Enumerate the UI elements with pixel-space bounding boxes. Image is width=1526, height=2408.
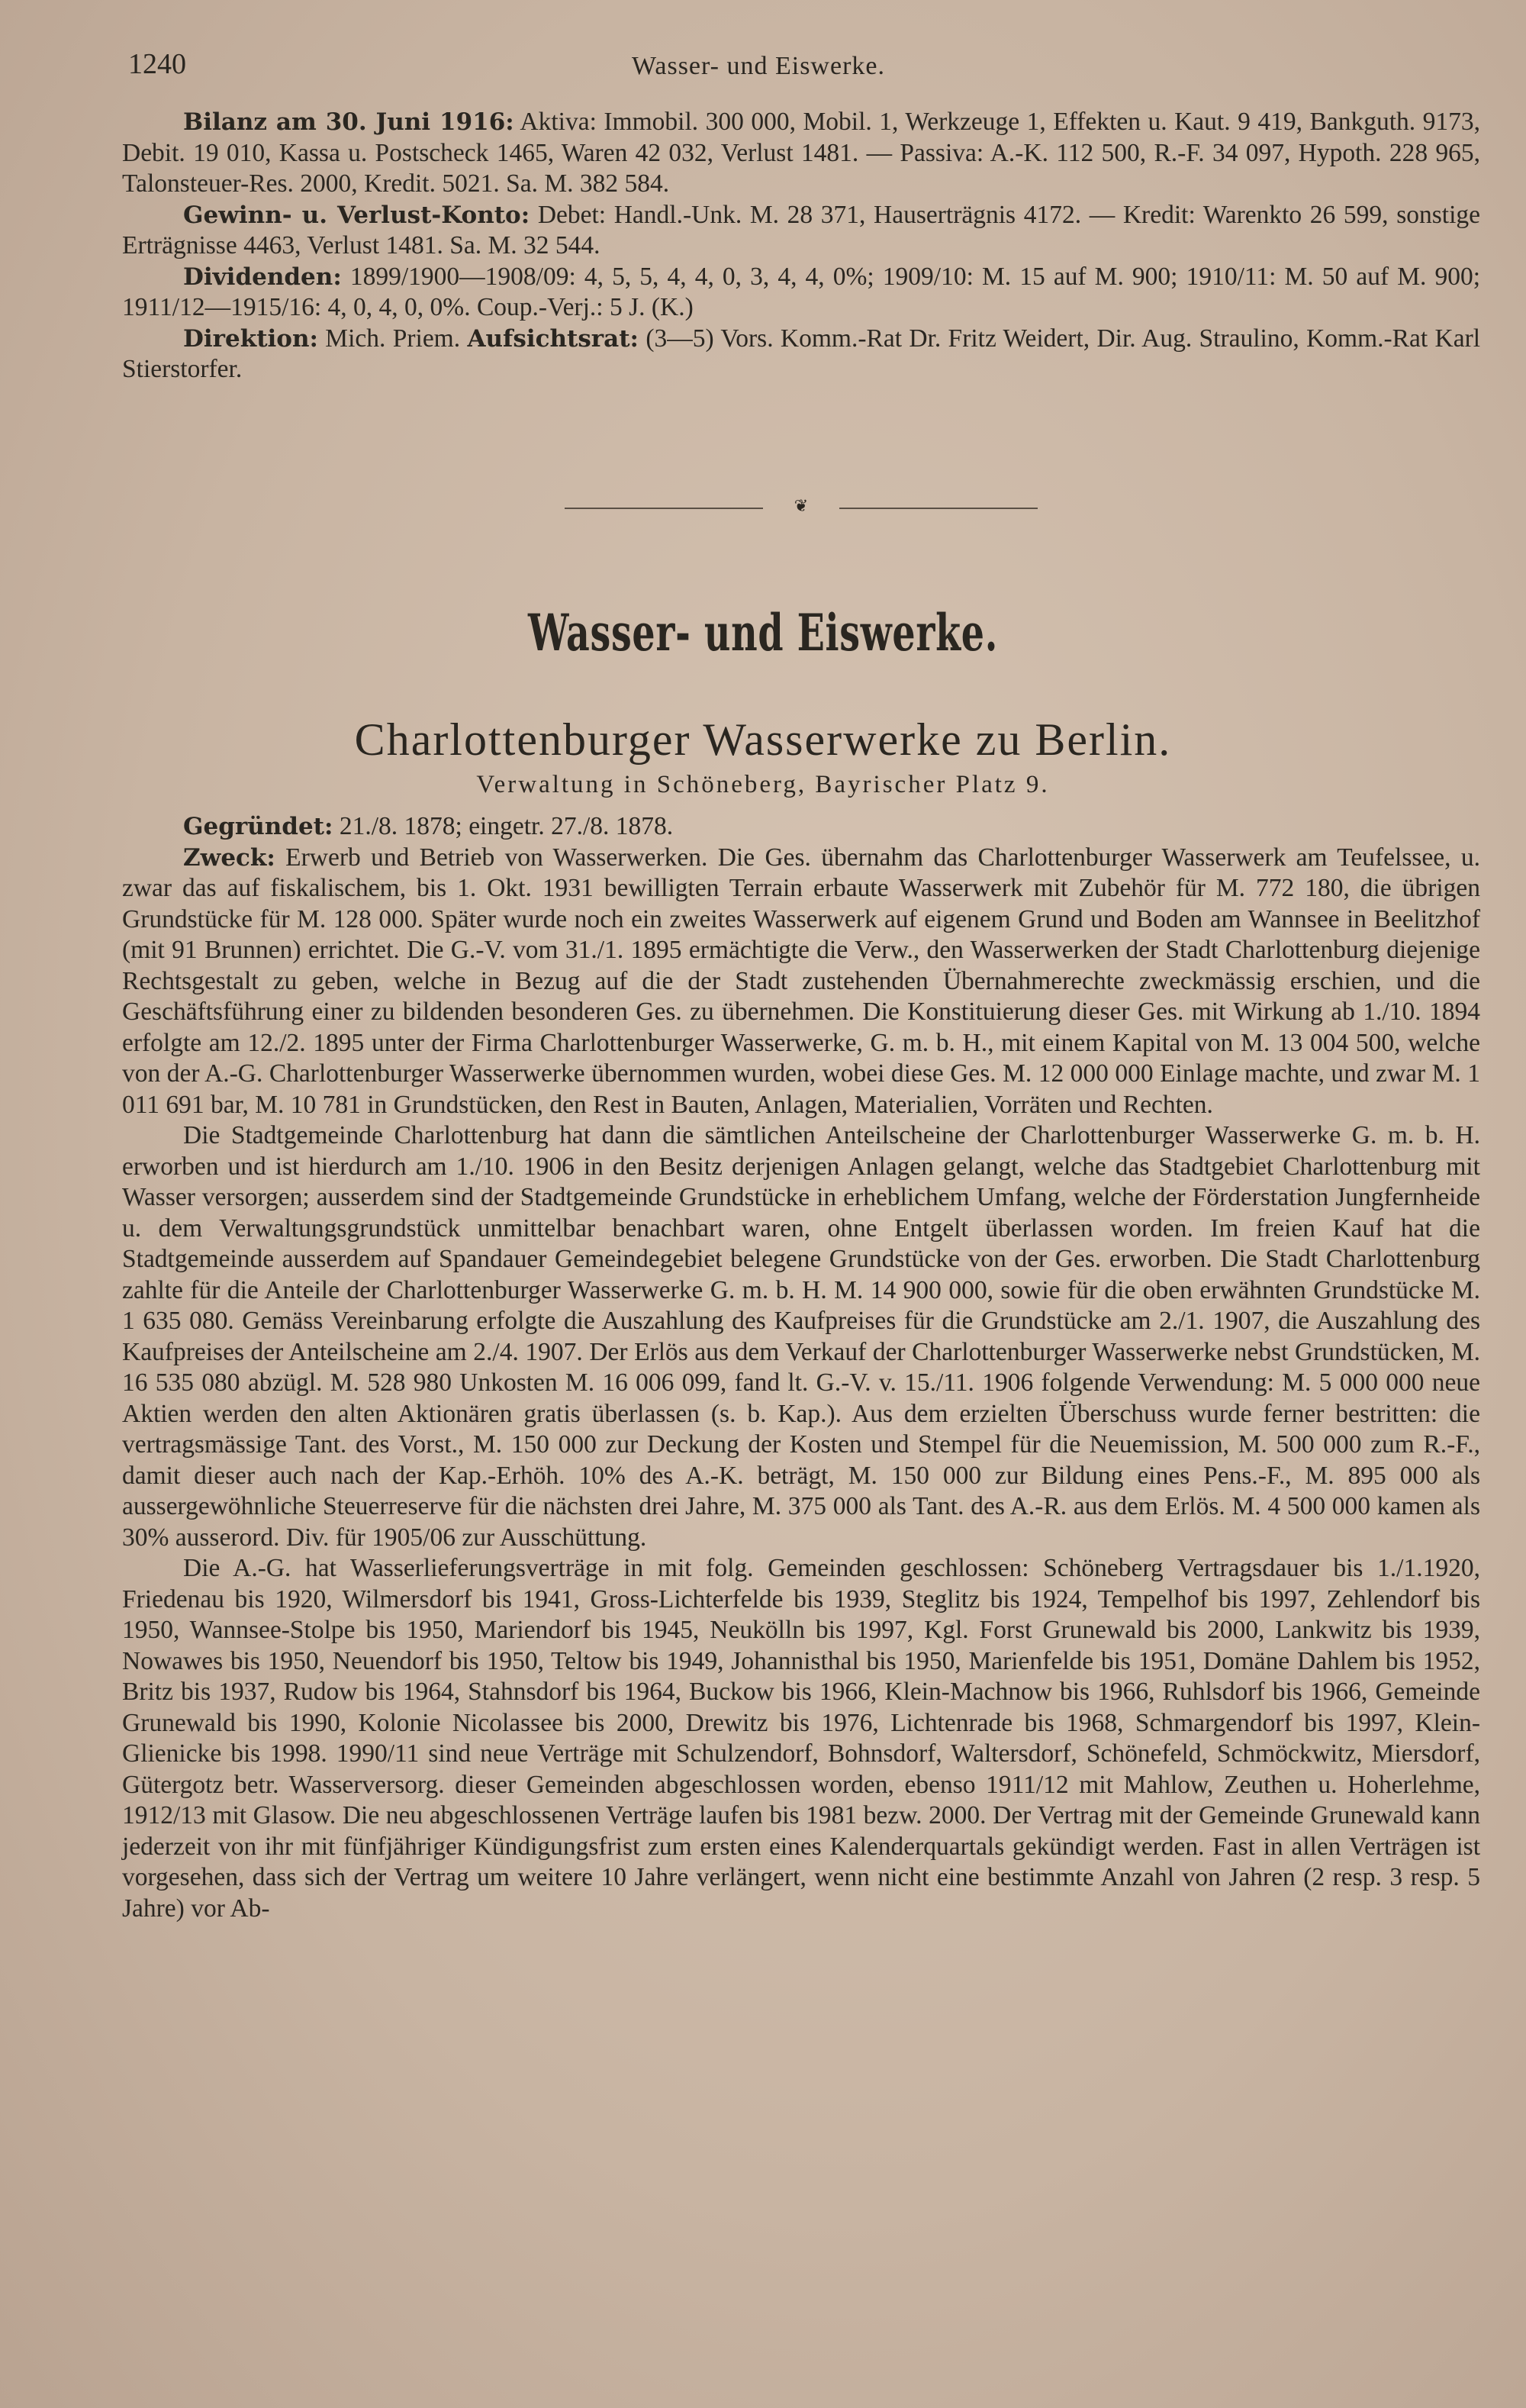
direktion-label: Direktion: — [183, 324, 318, 353]
company-name: Charlottenburger Wasserwerke zu Berlin. — [354, 714, 1172, 765]
zweck-label: Zweck: — [183, 843, 275, 872]
direktion-paragraph — [122, 324, 1480, 385]
gewinn-text: Debet: Handl.-Unk. M. 28 371, Hauserträgnis 4172. — Kredit: Warenkto 26 599, sonstige Erträgnisse 4463, Verlust 1481. Sa. M. 32 544. — [122, 200, 1481, 259]
company-subtitle: Verwaltung in Schöneberg, Bayrischer Platz 9. — [476, 771, 1050, 798]
page-header — [128, 47, 1486, 85]
divider-line-right — [839, 508, 1038, 509]
direktion-text: Mich. Priem. — [325, 324, 461, 353]
dividenden-text: 1899/1900—1908/09: 4, 5, 5, 4, 4, 0, 3, 4, 4, 0%; 1909/10: M. 15 auf M. 900; 1910/11: M. 50 auf M. 900; 1911/12—1915/16: 4, 0, 4, 0, 0%. Coup.-Verj.: 5 J. (K.) — [122, 262, 1481, 321]
page-number: 1240 — [128, 48, 186, 80]
section-title: Wasser- und Eiswerke. — [528, 603, 998, 662]
gewinn-label: Gewinn- u. Verlust-Konto: — [183, 201, 530, 229]
zweck-text: Erwerb und Betrieb von Wasserwerken. Die Ges. übernahm das Charlottenburger Wasserwerk am Teufelssee, u. zwar das auf fiskalischem, bis 1. Okt. 1931 bewilligten Terrain erbaute Wasserwerk mit Zubehör für M. 772 180, die übrigen Grundstücke für M. 128 000. Später wurde noch ein zweites Wasserwerk auf eigenem Grund und Boden am Wannsee in Beelitzhof (mit 91 Brunnen) errichtet. Die G.-V. vom 31./1. 1895 ermächtigte die Verw., den Wasserwerken der Stadt Charlottenburg diejenige Rechtsgestalt zu geben, welche in Bezug auf die der Stadt zustehenden Übernahmerechte zweckmässig erschien, und die Geschäftsführung einer zu bildenden besonderen Ges. zu übernehmen. Die Konstituierung dieser Ges. mit Wirkung ab 1./10. 1894 erfolgte am 12./2. 1895 unter der Firma Charlottenburger Wasserwerke, G. m. b. H., mit einem Kapital von M. 13 004 500, welche von der A.-G. Charlottenburger Wasserwerke übernommen wurden, wobei diese Ges. M. 12 000 000 Einlage machte, und zwar M. 1 011 691 bar, M. 10 781 in Grundstücken, den Rest in Bauten, Anlagen, Materialien, Vorräten und Rechten. — [122, 843, 1480, 1119]
bilanz-paragraph — [122, 107, 1480, 200]
bilanz-text: Aktiva: Immobil. 300 000, Mobil. 1, Werkzeuge 1, Effekten u. Kaut. 9 419, Bankguth. 9173, Debit. 19 010, Kassa u. Postscheck 1465, Waren 42 032, Verlust 1481. — Passiva: A.-K. 112 500, R.-F. 34 097, Hypoth. 228 965, Talonsteuer-Res. 2000, Kredit. 5021. Sa. M. 382 584. — [122, 108, 1481, 198]
running-head: Wasser- und Eiswerke. — [632, 52, 885, 80]
bilanz-label: Bilanz am 30. Juni 1916: — [183, 108, 514, 136]
gegruendet-text: 21./8. 1878; eingetr. 27./8. 1878. — [339, 812, 674, 840]
vertraege-paragraph: Die A.-G. hat Wasserlieferungsverträge in mit folg. Gemeinden geschlossen: Schöneberg Vertragsdauer bis 1./1.1920, Friedenau bis 1920, Wilmersdorf bis 1941, Gross-Lichterfelde bis 1939, Steglitz bis 1924, Tempelhof bis 1997, Zehlendorf bis 1950, Wannsee-Stolpe bis 1950, Mariendorf bis 1945, Neukölln bis 1997, Kgl. Forst Grunewald bis 2000, Lankwitz bis 1939, Nowawes bis 1950, Neuendorf bis 1950, Teltow bis 1949, Johannisthal bis 1950, Marienfelde bis 1951, Domäne Dahlem bis 1952, Britz bis 1937, Rudow bis 1964, Stahnsdorf bis 1964, Buckow bis 1966, Klein-Machnow bis 1966, Ruhlsdorf bis 1966, Gemeinde Grunewald bis 1990, Kolonie Nicolassee bis 2000, Drewitz bis 1976, Lichtenrade bis 1968, Schmargendorf bis 1997, Klein-Glienicke bis 1998. 1990/11 sind neue Verträge mit Schulzendorf, Bohnsdorf, Waltersdorf, Schönefeld, Schmöckwitz, Miersdorf, Gütergotz betr. Wasserversorg. dieser Gemeinden abgeschlossen worden, ebenso 1911/12 mit Mahlow, Zeuthen u. Hoherlehme, 1912/13 mit Glasow. Die neu abgeschlossenen Verträge laufen bis 1981 bezw. 2000. Der Vertrag mit der Gemeinde Grunewald kann jederzeit von ihr mit fünfjähriger Kündigungsfrist zum ersten eines Kalenderquartals gekündigt werden. Fast in allen Verträgen ist vorgesehen, dass sich der Vertrag um weitere 10 Jahre verlängert, wenn nicht eine bestimmte Anzahl von Jahren (2 resp. 3 resp. 5 Jahre) vor Ab- — [122, 1554, 1480, 1923]
ornament-icon: ❦ — [794, 496, 809, 515]
dividenden-paragraph — [122, 262, 1480, 324]
divider-line-left — [565, 508, 763, 509]
zweck-paragraph — [122, 843, 1480, 1121]
aufsichtsrat-label: Aufsichtsrat: — [467, 324, 639, 353]
gewinn-paragraph — [122, 200, 1480, 262]
gegruendet-label: Gegründet: — [183, 813, 333, 840]
ornamental-divider — [565, 496, 1038, 519]
gegruendet-paragraph — [122, 811, 1480, 843]
previous-company-financials — [122, 107, 1480, 385]
aufsichtsrat-text: (3—5) Vors. Komm.-Rat Dr. Fritz Weidert, Dir. Aug. Straulino, Komm.-Rat Karl Stierstorfer. — [122, 324, 1481, 383]
stadtgemeinde-paragraph: Die Stadtgemeinde Charlottenburg hat dann die sämtlichen Anteilscheine der Charlottenburger Wasserwerke G. m. b. H. erworben und ist hierdurch am 1./10. 1906 in den Besitz derjenigen Anlagen gelangt, welche das Stadtgebiet Charlottenburg mit Wasser versorgen; ausserdem sind der Stadtgemeinde Grundstücke in erheblichem Umfang, welche der Förderstation Jungfernheide u. dem Verwaltungsgrundstück unmittelbar benachbart waren, ohne Entgelt überlassen worden. Im freien Kauf hat die Stadtgemeinde ausserdem auf Spandauer Gemeindegebiet belegene Grundstücke von der Ges. erworben. Die Stadt Charlottenburg zahlte für die Anteile der Charlottenburger Wasserwerke G. m. b. H. M. 14 900 000, sowie für die oben erwähnten Grundstücke M. 1 635 080. Gemäss Vereinbarung erfolgte die Auszahlung des Kaufpreises für die Grundstücke am 2./1. 1907, die Auszahlung des Kaufpreises der Anteilscheine am 2./4. 1907. Der Erlös aus dem Verkauf der Charlottenburger Wasserwerke nebst Grundstücken, M. 16 535 080 abzügl. M. 528 980 Unkosten M. 16 006 099, fand lt. G.-V. v. 15./11. 1906 folgende Verwendung: M. 5 000 000 neue Aktien werden den alten Aktionären gratis überlassen (s. b. Kap.). Aus dem erzielten Überschuss wurde ferner bestritten: die vertragsmässige Tant. des Vorst., M. 150 000 zur Deckung der Kosten und Stempel für die Neuemission, M. 500 000 zum R.-F., damit dieser auch nach der Kap.-Erhöh. 10% des A.-K. beträgt, M. 150 000 zur Bildung eines Pens.-F., M. 895 000 als aussergewöhnliche Steuerreserve für die nächsten drei Jahre, M. 375 000 als Tant. des A.-R. aus dem Erlös. M. 4 500 000 kamen als 30% ausserord. Div. für 1905/06 zur Ausschüttung. — [122, 1121, 1480, 1552]
company-description — [122, 811, 1480, 1924]
dividenden-label: Dividenden: — [183, 263, 342, 291]
